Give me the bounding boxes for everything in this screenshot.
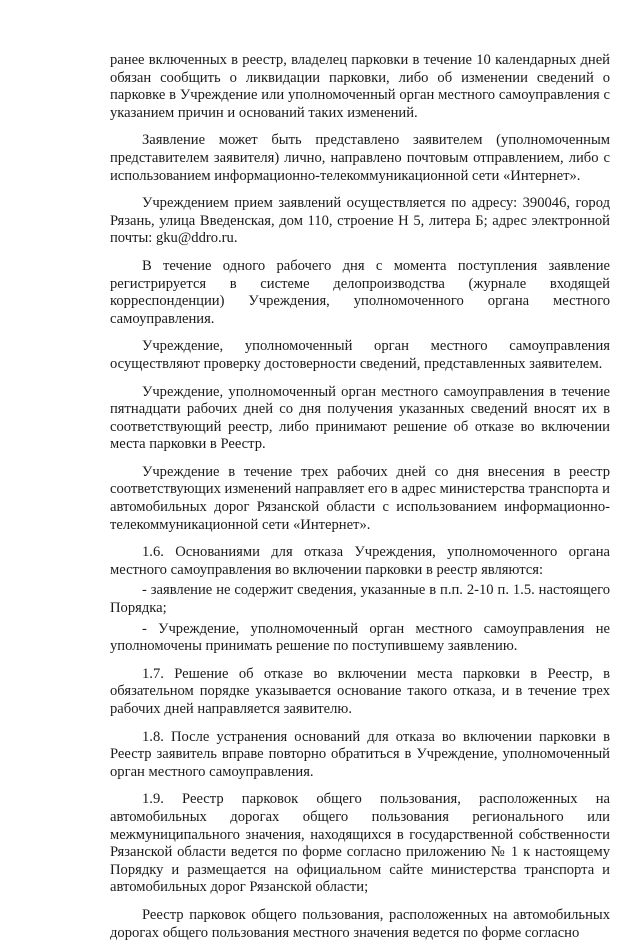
paragraph-application-submission: Заявление может быть представлено заявителем (уполномоченным представителем заявителя) лично, направлено почтовым отправлением, либо с использованием информационно-телекоммуникационной сети «Интернет».: [110, 132, 610, 184]
paragraph-section-1-8: 1.8. После устранения оснований для отказа во включении парковки в Реестр заявитель вправе повторно обратиться в Учреждение, уполномоченный орган местного самоуправления.: [110, 728, 610, 780]
paragraph-section-1-9: 1.9. Реестр парковок общего пользования, расположенных на автомобильных дорогах общего пользования регионального или межмуниципального значения, находящихся в государственной собственности Рязанской области ведется по форме согласно приложению № 1 к настоящему Порядку и размещается на официальном сайте министерства транспорта и автомобильных дорог Рязанской области;: [110, 791, 610, 896]
list-item-refusal-reason-2: - Учреждение, уполномоченный орган местного самоуправления не уполномочены принимать решение по поступившему заявлению.: [110, 620, 610, 655]
paragraph-section-1-6: 1.6. Основаниями для отказа Учреждения, уполномоченного органа местного самоуправления во включении парковки в реестр являются:: [110, 544, 610, 578]
paragraph-registry-entry: Учреждение, уполномоченный орган местного самоуправления в течение пятнадцати рабочих дней со дня получения указанных сведений вносят их в соответствующий реестр, либо принимают решение об отказе во включении места парковки в Реестр.: [110, 383, 610, 453]
paragraph-section-1-7: 1.7. Решение об отказе во включении места парковки в Реестр, в обязательном порядке указывается основание такого отказа, и в течение трех рабочих дней направляется заявителю.: [110, 665, 610, 717]
paragraph-ministry-notice: Учреждение в течение трех рабочих дней со дня внесения в реестр соответствующих изменений направляет его в адрес министерства транспорта и автомобильных дорог Рязанской области с использованием информационно-телекоммуникационной сети «Интернет».: [110, 463, 610, 533]
list-item-refusal-reason-1: - заявление не содержит сведения, указанные в п.п. 2-10 п. 1.5. настоящего Порядка;: [110, 582, 610, 617]
paragraph-registration: В течение одного рабочего дня с момента поступления заявление регистрируется в системе делопроизводства (журнале входящей корреспонденции) Учреждения, уполномоченного органа местного самоуправления.: [110, 257, 610, 327]
paragraph-reception-address: Учреждением прием заявлений осуществляется по адресу: 390046, город Рязань, улица Введенская, дом 110, строение Н 5, литера Б; адрес электронной почты: gku@ddro.ru.: [110, 195, 610, 247]
paragraph-local-registry: Реестр парковок общего пользования, расположенных на автомобильных дорогах общего пользования местного значения ведется по форме согласно: [110, 906, 610, 941]
paragraph-verification: Учреждение, уполномоченный орган местного самоуправления осуществляют проверку достоверности сведений, представленных заявителем.: [110, 338, 610, 372]
paragraph-parking-change-notice: ранее включенных в реестр, владелец парковки в течение 10 календарных дней обязан сообщить о ликвидации парковки, либо об изменении сведений о парковке в Учреждение или уполномоченный орган местного самоуправления с указанием причин и оснований таких изменений.: [110, 52, 610, 121]
